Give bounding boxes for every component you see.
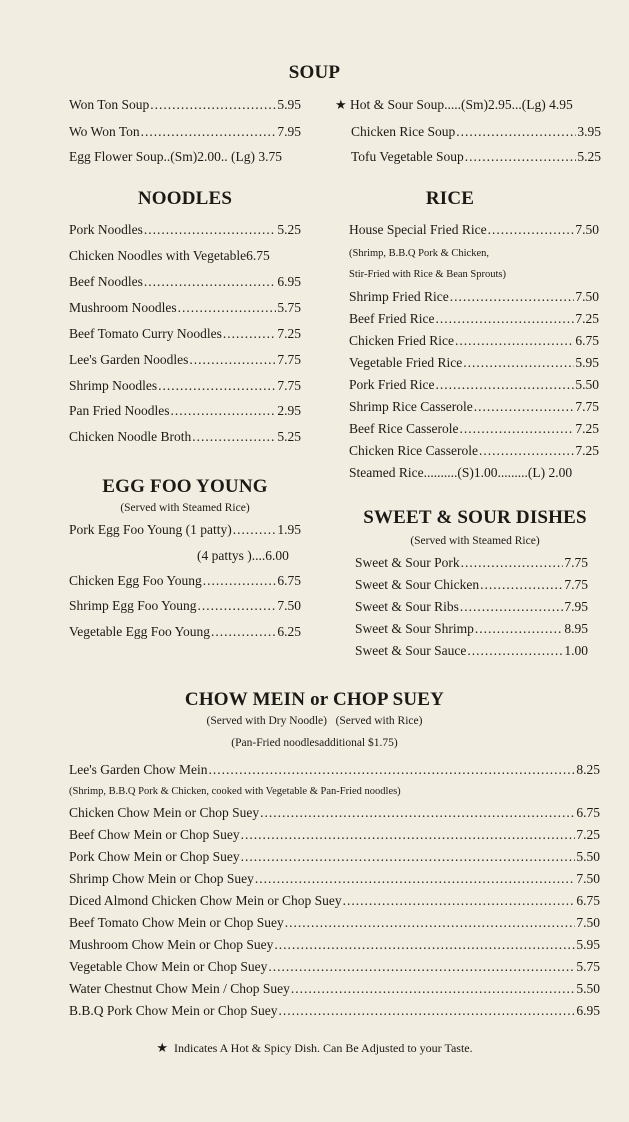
item-name: Vegetable Egg Foo Young [69,624,210,639]
menu-item [69,222,301,240]
dot-leader [480,577,563,593]
dot-leader [343,893,576,909]
item-price: 7.95 [277,124,301,139]
item-price: 8.25 [576,762,600,777]
menu-item [349,377,599,395]
item-price: 7.75 [564,577,588,592]
item-name: Chicken Noodles with Vegetable [69,248,247,263]
item-name: B.B.Q Pork Chow Mein or Chop Suey [69,1003,278,1018]
item-price: 6.75 [277,573,301,588]
menu-item [69,97,301,115]
item-price: 7.95 [564,599,588,614]
menu-item [349,399,599,417]
menu-item [349,421,599,439]
dot-leader [459,421,574,437]
sweet-sour-subtitle: (Served with Steamed Rice) [410,535,540,547]
menu-item [69,805,600,823]
item-price: 6.95 [277,274,301,289]
item-price: 7.25 [575,443,599,458]
item-price: 5.75 [277,300,301,315]
item-name: Shrimp Rice Casserole [349,399,473,414]
menu-item [69,827,600,845]
dot-leader [144,274,277,290]
item-name: Shrimp Fried Rice [349,289,449,304]
item-name: Sweet & Sour Sauce [355,643,467,658]
sweet-sour-heading: SWEET & SOUR DISHES [363,507,587,528]
item-name: Chicken Rice Casserole [349,443,478,458]
item-name: Chicken Fried Rice [349,333,454,348]
item-name: Pork Egg Foo Young (1 patty) [69,522,232,537]
menu-item [351,149,601,167]
item-name: Chicken Chow Mein or Chop Suey [69,805,260,820]
item-price: 6.95 [576,1003,600,1018]
item-name: Tofu Vegetable Soup [351,149,464,164]
item-price: 7.50 [576,871,600,886]
menu-item [69,403,301,421]
item-price: 5.50 [576,849,600,864]
item-price: 5.25 [277,429,301,444]
item-price: 7.75 [564,555,588,570]
item-name: Mushroom Chow Mein or Chop Suey [69,937,274,952]
item-name: Beef Tomato Chow Mein or Chop Suey [69,915,284,930]
item-note: Stir-Fried with Rice & Bean Sprouts) [349,269,506,280]
item-price: 1.00 [564,643,588,658]
item-price: 1.95 [277,522,301,537]
soup-heading: SOUP [288,62,341,83]
dot-leader [474,399,575,415]
menu-item [69,573,301,591]
dot-leader [150,97,276,113]
item-price: 3.95 [577,124,601,139]
item-price: 7.50 [575,289,599,304]
dot-leader [255,871,575,887]
item-name: (4 pattys )....6.00 [197,548,289,563]
item-name: Sweet & Sour Ribs [355,599,459,614]
item-name: Beef Fried Rice [349,311,435,326]
menu-item [349,355,599,373]
menu-item [69,1003,600,1021]
dot-leader [467,643,563,659]
menu-item [69,624,301,642]
item-price: 2.95 [277,403,301,418]
item-name: Wo Won Ton [69,124,140,139]
dot-leader [144,222,277,238]
item-name: Chicken Egg Foo Young [69,573,202,588]
item-name: Won Ton Soup [69,97,150,112]
item-name: Shrimp Egg Foo Young [69,598,197,613]
menu-item [69,981,600,999]
item-name: Pork Chow Mein or Chop Suey [69,849,240,864]
item-price: 7.75 [277,378,301,393]
item-name: Beef Noodles [69,274,143,289]
item-name: House Special Fried Rice [349,222,487,237]
item-name: Mushroom Noodles [69,300,177,315]
item-name: Chicken Noodle Broth [69,429,192,444]
dot-leader [274,937,575,953]
dot-leader [189,352,276,368]
noodles-heading: NOODLES [137,188,233,209]
menu-item [349,443,599,461]
dot-leader [436,377,575,393]
dot-leader [285,915,576,931]
dot-leader [450,289,575,305]
item-price: 5.95 [575,355,599,370]
item-name: Pork Noodles [69,222,143,237]
dot-leader [455,333,574,349]
item-name: Shrimp Chow Mein or Chop Suey [69,871,254,886]
dot-leader [463,355,574,371]
item-note: (Shrimp, B.B.Q Pork & Chicken, [349,248,490,259]
item-name: Beef Chow Mein or Chop Suey [69,827,240,842]
menu-item [69,378,301,396]
item-name: Diced Almond Chicken Chow Mein or Chop Suey [69,893,342,908]
menu-item [69,274,301,292]
menu-item [69,849,600,867]
item-price: 5.50 [576,981,600,996]
item-price: 7.75 [277,352,301,367]
item-price: 5.25 [277,222,301,237]
rice-heading: RICE [425,188,475,209]
dot-leader [171,403,277,419]
item-price: 7.50 [277,598,301,613]
menu-item [355,599,588,617]
menu-item [69,893,600,911]
menu-item [355,621,588,639]
dot-leader [203,573,277,589]
dot-leader [461,555,564,571]
chow-mein-subtitle-2: (Pan-Fried noodlesadditional $1.75) [231,737,398,749]
menu-item [351,124,601,142]
dot-leader [460,599,563,615]
dot-leader [488,222,575,238]
subtitle-left: (Served with Dry Noodle) [206,715,327,727]
item-name: Sweet & Sour Pork [355,555,460,570]
item-price: 8.95 [564,621,588,636]
spicy-star-icon: ★ [156,1040,169,1055]
menu-item [69,352,301,370]
dot-leader [223,326,276,342]
menu-item [197,548,307,566]
item-price: 7.50 [575,222,599,237]
item-price: 6.25 [277,624,301,639]
menu-item [69,871,600,889]
menu-item [69,762,600,780]
item-price: 7.25 [576,827,600,842]
menu-item [335,97,605,115]
item-price: 6.75 [575,333,599,348]
dot-leader [198,598,277,614]
dot-leader [475,621,563,637]
item-price: 7.25 [277,326,301,341]
chow-mein-heading: CHOW MEIN or CHOP SUEY [184,689,445,710]
item-name: Beef Rice Casserole [349,421,459,436]
item-price: 7.25 [575,311,599,326]
item-price: 7.25 [575,421,599,436]
menu-item [69,915,600,933]
spicy-footnote [0,1040,629,1056]
item-price: 5.50 [575,377,599,392]
footnote-text: Indicates A Hot & Spicy Dish. Can Be Adjusted to your Taste. [174,1041,473,1055]
menu-item [69,522,301,540]
item-price: 6.75 [246,248,270,263]
dot-leader [268,959,575,975]
egg-foo-young-heading: EGG FOO YOUNG [102,476,268,497]
dot-leader [260,805,575,821]
item-price: 5.75 [576,959,600,974]
menu-item [69,429,301,447]
dot-leader [435,311,574,327]
menu-item [349,465,604,483]
dot-leader [241,827,576,843]
subtitle-right: (Served with Rice) [335,715,423,727]
item-name: Sweet & Sour Shrimp [355,621,474,636]
dot-leader [209,762,576,778]
item-name: Lee's Garden Noodles [69,352,189,367]
item-name: Sweet & Sour Chicken [355,577,480,592]
dot-leader [233,522,277,538]
item-price: 6.75 [576,893,600,908]
item-price: 6.75 [576,805,600,820]
menu-item [349,333,599,351]
item-name: Beef Tomato Curry Noodles [69,326,222,341]
menu-item [355,643,588,661]
item-name: Hot & Sour Soup.....(Sm)2.95...(Lg) 4.95 [350,97,573,112]
chow-mein-subtitle [0,715,629,727]
item-price: 5.95 [277,97,301,112]
menu-item [69,937,600,955]
menu-item [69,124,301,142]
menu-item [69,149,309,167]
menu-item [349,289,599,307]
item-name: Vegetable Chow Mein or Chop Suey [69,959,268,974]
dot-leader [456,124,576,140]
dot-leader [279,1003,576,1019]
dot-leader [211,624,276,640]
item-name: Egg Flower Soup..(Sm)2.00.. (Lg) 3.75 [69,149,282,164]
menu-item [349,222,599,240]
menu-item [69,300,301,318]
item-name: Lee's Garden Chow Mein [69,762,208,777]
item-name: Chicken Rice Soup [351,124,456,139]
item-note: (Shrimp, B.B.Q Pork & Chicken, cooked with Vegetable & Pan-Fried noodles) [69,786,401,797]
item-name: Vegetable Fried Rice [349,355,463,370]
item-name: Steamed Rice..........(S)1.00.........(L) 2.00 [349,465,573,480]
item-name: Shrimp Noodles [69,378,158,393]
dot-leader [178,300,277,316]
item-price: 7.50 [576,915,600,930]
item-name: Pan Fried Noodles [69,403,170,418]
item-price: 7.75 [575,399,599,414]
dot-leader [141,124,277,140]
menu-item [69,959,600,977]
item-price: 5.95 [576,937,600,952]
dot-leader [192,429,276,445]
dot-leader [465,149,577,165]
dot-leader [241,849,576,865]
menu-item [69,598,301,616]
dot-leader [291,981,575,997]
spicy-star-icon: ★ [335,97,347,112]
menu-item [355,577,588,595]
egg-foo-young-subtitle: (Served with Steamed Rice) [120,502,250,514]
menu-item [69,248,301,266]
item-name: Pork Fried Rice [349,377,435,392]
menu-item [69,326,301,344]
dot-leader [479,443,574,459]
menu-item [349,311,599,329]
item-price: 5.25 [577,149,601,164]
dot-leader [158,378,276,394]
item-name: Water Chestnut Chow Mein / Chop Suey [69,981,290,996]
menu-item [355,555,588,573]
